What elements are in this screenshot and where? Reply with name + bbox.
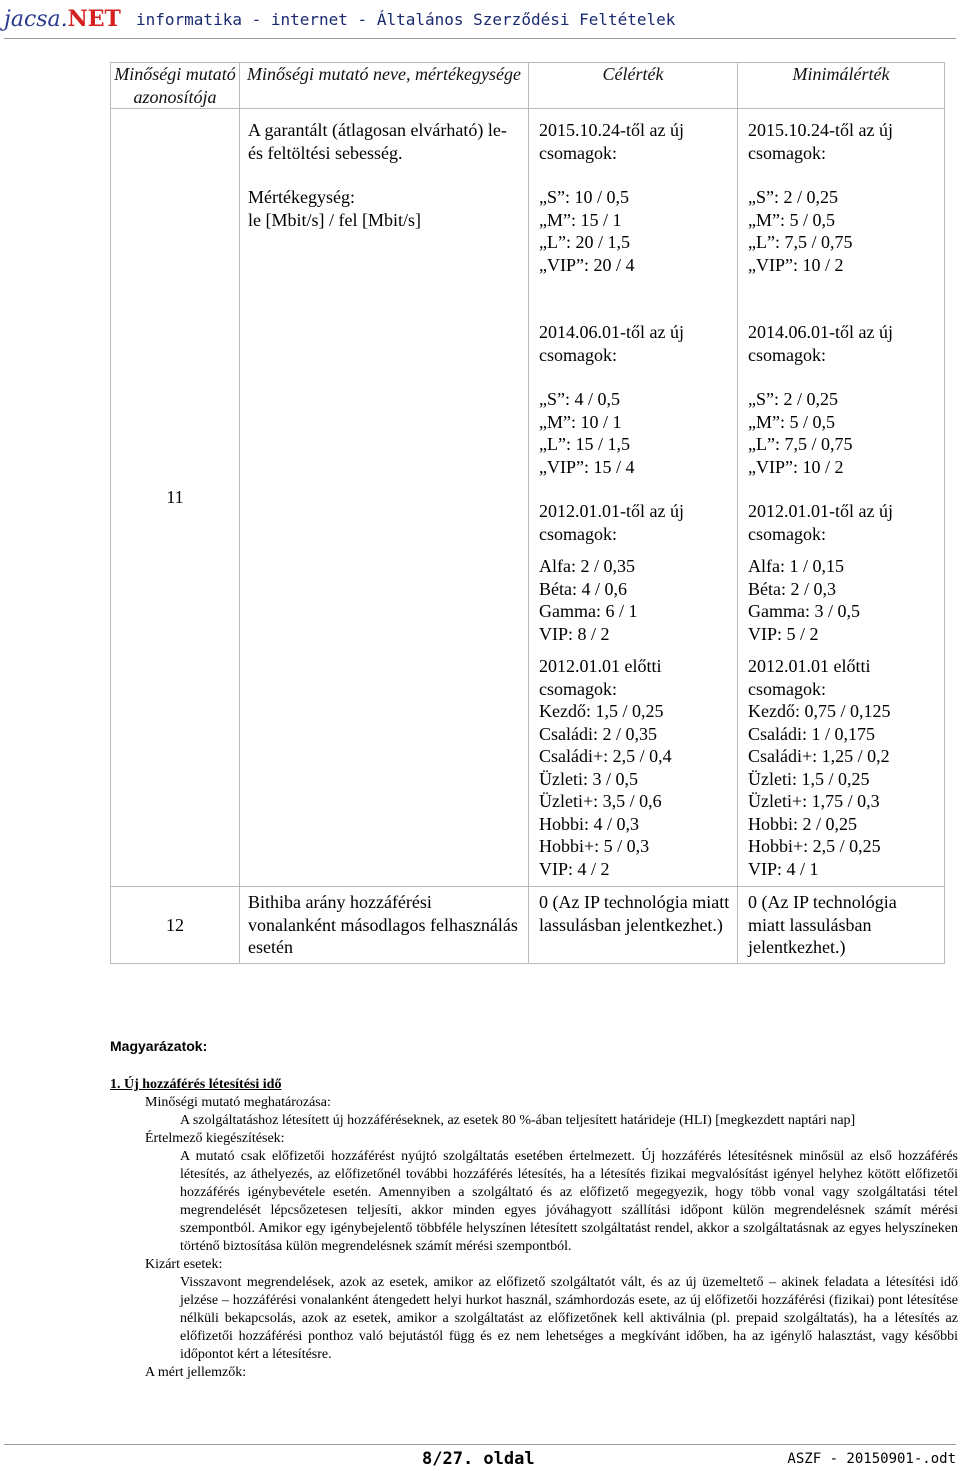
minimum-heading-1: 2015.10.24-től az új csomagok: <box>748 120 893 163</box>
brand-main: jacsa. <box>4 7 68 32</box>
page-header <box>4 2 956 39</box>
target-heading-4: 2012.01.01 előtti csomagok: <box>539 656 662 699</box>
brand-net: NET <box>67 6 121 32</box>
target-heading-2: 2014.06.01-től az új csomagok: <box>539 322 684 365</box>
item-title: 1. Új hozzáférés létesítési idő <box>110 1077 282 1092</box>
minimum-heading-3: 2012.01.01-től az új csomagok: <box>748 501 893 544</box>
minimum-values-2: „S”: 2 / 0,25 „M”: 5 / 0,5 „L”: 7,5 / 0,75 „VIP”: 10 / 2 <box>748 389 853 477</box>
definition-label: Minőségi mutató meghatározása: <box>145 1095 331 1110</box>
header-name: Minőségi mutató neve, mértékegysége <box>240 63 529 109</box>
row-11-id <box>111 109 240 887</box>
minimum-heading-2: 2014.06.01-től az új csomagok: <box>748 322 893 365</box>
explanations-body <box>110 1076 958 1382</box>
brand-logo[interactable] <box>4 6 121 32</box>
minimum-values-1: „S”: 2 / 0,25 „M”: 5 / 0,5 „L”: 7,5 / 0,75 „VIP”: 10 / 2 <box>748 187 853 275</box>
table-row <box>111 109 945 887</box>
exclusions-label: Kizárt esetek: <box>145 1257 223 1272</box>
target-heading-1: 2015.10.24-től az új csomagok: <box>539 120 684 163</box>
explanations-heading <box>110 1038 950 1056</box>
exclusions-text: Visszavont megrendelések, azok az esetek, amikor az előfizető szolgáltatót vált, és az új üzemeltető – akinek feladata a létesítési idő jelzése – hozzáférési vonalanként átengedett helyi hurkot használ, számhordozás esete, az új előfizetői hozzáférési (fizikai) pont létesítése nélküli bekapcsolás, azok az esetek, amikor a szolgáltatást az előfizetőnek kell aktiválnia (pl. prepaid szolgáltatás), ha a létesítés az előfizetői hozzáférési ponthoz való bejutástól függ és ez nem lehetséges a megkívánt időben, ha az igénylő halasztást, vagy későbbi időpontot kért a létesítésre. <box>180 1275 958 1362</box>
row-12-minimum-text: 0 (Az IP technológia miatt lassulásban jelentkezhet.) <box>748 892 897 957</box>
page-number: 8/27. oldal <box>422 1449 535 1469</box>
row-12-name <box>240 887 529 964</box>
target-heading-3: 2012.01.01-től az új csomagok: <box>539 501 684 544</box>
header-minimum: Minimálérték <box>738 63 945 109</box>
measured-label: A mért jellemzők: <box>145 1365 247 1380</box>
interpretation-text: A mutató csak előfizetői hozzáférést nyújtó szolgáltatás esetében értelmezett. Új hozzáférés létesítésnek minősül az első hozzáférés létesítés, az áthelyezés, az előfizetőnél további hozzáférés létesítés, ha a létesítés fizikai megvalósítást igényel helyhez kötött előfizetői hozzáférés igénybevétele esetén. Amennyiben a szolgáltató és az előfizető megegyezik, hogy több vonal vagy szolgáltatási tétel megrendelését lépcsőzetesen teljesíti, akkor minden egyes jóváhagyott szállítási időpont külön megrendelésnek számít mérési szempontból. Amikor egy igénybejelentő többféle helyszínen létesített szolgáltatást rendel, akkor a szolgáltatásnak az egyes helyszíneken történő biztosítása külön megrendelésnek számít mérési szempontból. <box>180 1149 958 1254</box>
header-subtitle: informatika - internet - Általános Szerződési Feltételek <box>136 10 676 29</box>
row-12-id <box>111 887 240 964</box>
minimum-values-3: Alfa: 1 / 0,15 Béta: 2 / 0,3 Gamma: 3 / 0,5 VIP: 5 / 2 <box>748 556 860 644</box>
row-id-text: 12 <box>166 914 184 935</box>
page-footer <box>4 1444 956 1471</box>
row-12-minimum <box>738 887 945 964</box>
table-row <box>111 887 945 964</box>
target-values-1: „S”: 10 / 0,5 „M”: 15 / 1 „L”: 20 / 1,5 „VIP”: 20 / 4 <box>539 187 635 275</box>
target-values-3: Alfa: 2 / 0,35 Béta: 4 / 0,6 Gamma: 6 / 1 VIP: 8 / 2 <box>539 556 638 644</box>
document-name: ASZF - 20150901-.odt <box>787 1451 956 1467</box>
minimum-values-4: Kezdő: 0,75 / 0,125 Családi: 1 / 0,175 Családi+: 1,25 / 0,2 Üzleti: 1,5 / 0,25 Üzleti+: 1,75 / 0,3 Hobbi: 2 / 0,25 Hobbi+: 2,5 / 0,25 VIP: 4 / 1 <box>748 701 891 879</box>
row-12-target-text: 0 (Az IP technológia miatt lassulásban jelentkezhet.) <box>539 892 730 935</box>
name-description: A garantált (átlagosan elvárható) le- és feltöltési sebesség. <box>248 120 507 163</box>
row-11-target <box>529 109 738 887</box>
row-12-target <box>529 887 738 964</box>
row-id-text: 11 <box>166 487 184 508</box>
row-11-minimum <box>738 109 945 887</box>
target-values-4: Kezdő: 1,5 / 0,25 Családi: 2 / 0,35 Családi+: 2,5 / 0,4 Üzleti: 3 / 0,5 Üzleti+: 3,5 / 0,6 Hobbi: 4 / 0,3 Hobbi+: 5 / 0,3 VIP: 4 / 2 <box>539 701 672 879</box>
target-values-2: „S”: 4 / 0,5 „M”: 10 / 1 „L”: 15 / 1,5 „VIP”: 15 / 4 <box>539 389 635 477</box>
header-target: Célérték <box>529 63 738 109</box>
header-id: Minőségi mutató azonosítója <box>111 63 240 109</box>
table-header-row <box>111 63 945 109</box>
minimum-heading-4: 2012.01.01 előtti csomagok: <box>748 656 871 699</box>
definition-text: A szolgáltatáshoz létesített új hozzáféréseknek, az esetek 80 %-ában teljesített határideje (HLI) [megkezdett naptári nap] <box>180 1113 856 1128</box>
quality-indicators-table <box>110 62 945 964</box>
explanations-title: Magyarázatok: <box>110 1038 208 1054</box>
interpretation-label: Értelmező kiegészítések: <box>145 1131 285 1146</box>
row-12-name-text: Bithiba arány hozzáférési vonalanként másodlagos felhasználás esetén <box>248 892 518 957</box>
name-unit: Mértékegység: le [Mbit/s] / fel [Mbit/s] <box>248 187 421 230</box>
row-11-name <box>240 109 529 887</box>
